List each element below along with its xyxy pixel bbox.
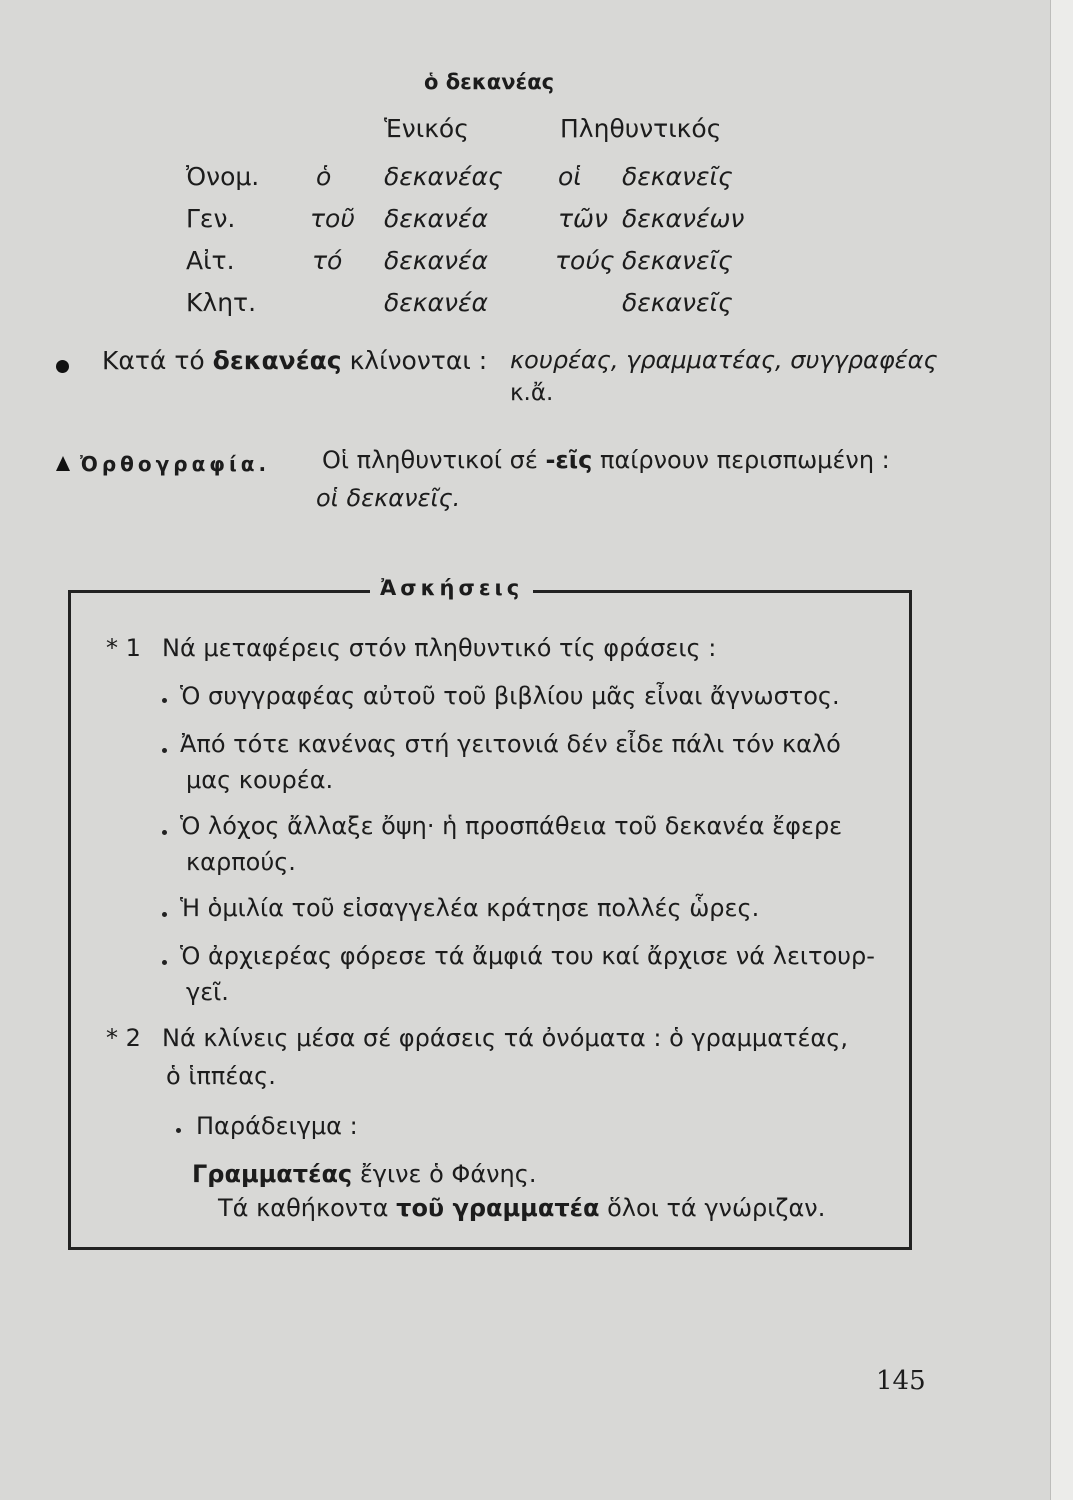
note-prefix: Κατά τό [102,346,205,375]
pl-form: δεκανεῖς [622,288,733,317]
exercise-1-item-line: μας κουρέα. [186,766,334,794]
section-title: ὁ δεκανέας [424,70,555,94]
exercise-2-marker: * 2 [106,1024,141,1052]
case-label: Αἰτ. [186,246,235,275]
exercise-1-item-line: Ἡ ὁμιλία τοῦ εἰσαγγελέα κράτησε πολλές ὧρες. [180,894,760,922]
example-sentence-2 [218,1194,825,1222]
exercise-1-marker: * 1 [106,634,141,662]
item-bullet-icon [162,960,167,965]
sg-article: τοῦ [310,204,355,233]
declension-note [102,346,487,375]
item-bullet-icon [176,1128,181,1133]
exercise-1-item-line: Ἀπό τότε κανένας στή γειτονιά δέν εἶδε πάλι τόν καλό [180,730,841,758]
note-word: δεκανέας [212,346,342,375]
example-sentence-1 [192,1160,536,1188]
orthography-ending: -εῖς [545,446,593,474]
example-2-end: ὅλοι τά γνώριζαν. [607,1194,826,1222]
example-1-rest: ἔγινε ὁ Φάνης. [359,1160,537,1188]
case-label: Κλητ. [186,288,257,317]
pl-form: δεκανέων [622,204,745,233]
example-1-bold: Γραμματέας [192,1160,353,1188]
sg-form: δεκανέας [384,162,503,191]
case-label: Ὀνομ. [186,162,260,191]
note-etc: κ.ἄ. [510,380,554,406]
sg-article: ὁ [316,162,332,191]
page-edge [1050,0,1073,1500]
orthography-example-article: οἱ [316,484,339,512]
note-examples: κουρέας, γραμματέας, συγγραφέας [510,346,938,374]
item-bullet-icon [162,698,167,703]
bullet-icon [56,360,69,373]
pl-form: δεκανεῖς [622,246,733,275]
orthography-text-after: παίρνουν περισπωμένη : [600,446,890,474]
item-bullet-icon [162,748,167,753]
singular-header: Ἑνικός [384,114,469,143]
sg-article: τό [312,246,343,275]
note-suffix: κλίνονται : [349,346,488,375]
orthography-example [316,484,460,512]
page-number: 145 [876,1366,926,1396]
plural-header: Πληθυντικός [560,114,722,143]
example-2-bold: τοῦ γραμματέα [396,1194,600,1222]
orthography-label: Ὀρθογραφία. [80,452,271,476]
sg-form: δεκανέα [384,204,488,233]
pl-article: οἱ [558,162,582,191]
case-label: Γεν. [186,204,236,233]
exercise-1-item-line: Ὁ ἀρχιερέας φόρεσε τά ἄμφιά του καί ἄρχισε νά λειτουρ- [180,942,875,970]
sg-form: δεκανέα [384,246,488,275]
orthography-text [322,446,890,474]
exercise-1-instruction: Νά μεταφέρεις στόν πληθυντικό τίς φράσεις : [162,634,717,662]
sg-form: δεκανέα [384,288,488,317]
example-2-start: Τά καθήκοντα [218,1194,389,1222]
pl-article: τούς [555,246,615,275]
orthography-text-before: Οἱ πληθυντικοί σέ [322,446,538,474]
pl-form: δεκανεῖς [622,162,733,191]
exercises-title: Ἀσκήσεις [370,576,533,600]
triangle-icon [56,456,70,471]
pl-article: τῶν [558,204,608,233]
exercise-1-item-line: Ὁ λόχος ἄλλαξε ὄψη· ἡ προσπάθεια τοῦ δεκανέα ἔφερε [180,812,843,840]
exercise-1-item-line: Ὁ συγγραφέας αὐτοῦ τοῦ βιβλίου μᾶς εἶναι ἄγνωστος. [180,682,840,710]
item-bullet-icon [162,830,167,835]
example-label: Παράδειγμα : [196,1112,358,1140]
item-bullet-icon [162,912,167,917]
exercise-2-instruction: Νά κλίνεις μέσα σέ φράσεις τά ὀνόματα : ὁ γραμματέας, [162,1024,848,1052]
exercise-1-item-line: γεῖ. [186,978,229,1006]
exercise-1-item-line: καρπούς. [186,848,296,876]
exercise-2-instruction-cont: ὁ ἱππέας. [166,1062,276,1090]
orthography-example-word: δεκανεῖς. [346,484,461,512]
